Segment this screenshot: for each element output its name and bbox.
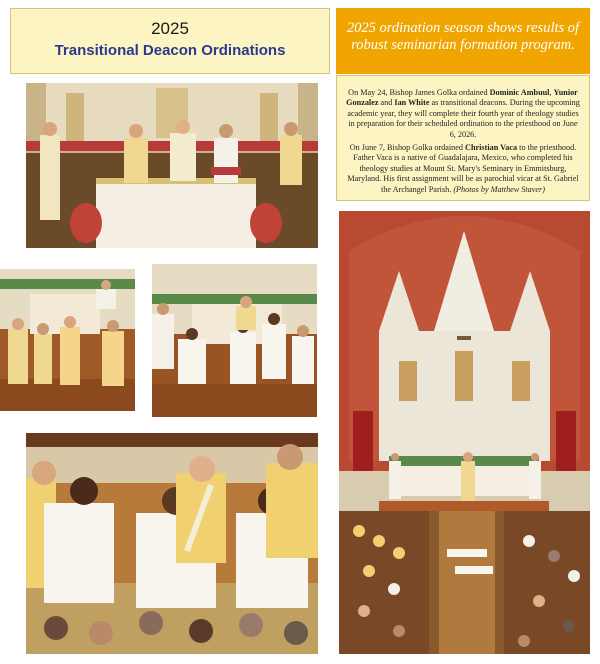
article-paragraph-2 <box>345 143 581 195</box>
p1-intro: On May 24, Bishop James Golka ordained <box>348 88 490 97</box>
name-christian-vaca: Christian Vaca <box>465 143 518 153</box>
header-title: Transitional Deacon Ordinations <box>54 42 286 59</box>
header-title-box <box>10 8 330 74</box>
photo-credit: (Photos by Matthew Staver) <box>453 184 545 194</box>
headline: 2025 ordination season shows results of robust seminarian formation program. <box>346 20 580 53</box>
p2-rest: to the priesthood. Father Vaca is a native of Guadalajara, Mexico, who completed his theology studies at Mount St. Mary's Seminary in Emmitsburg, Maryland. His first assignment will be as parochial vicar at St. Gabriel the Archangel Parish. <box>347 143 579 194</box>
p1-sep2: and <box>378 98 395 108</box>
name-ian-white: Ian White <box>394 98 430 108</box>
p1-sep1: , <box>549 88 554 97</box>
article-paragraph-1 <box>345 88 581 140</box>
photo-altar-art <box>26 83 318 248</box>
photo-cathedral-art <box>339 211 590 654</box>
name-yunior-gonzalez: Yunior Gonzalez <box>346 88 578 108</box>
photo-altar-ordination <box>26 83 318 248</box>
p2-intro: On June 7, Bishop Golka ordained <box>349 143 466 153</box>
p1-rest: as transitional deacons. During the upcoming academic year, they will complete their fourth year of theology studies in preparation for their scheduled ordination to the priesthood on June 6, 2026. <box>347 98 580 139</box>
photo-cathedral-prostration <box>339 211 590 654</box>
photo-vesting-art <box>26 433 318 654</box>
photo-procession-left <box>0 269 135 411</box>
name-dominic-ambuul: Dominic Ambuul <box>489 88 550 97</box>
photo-vesting-deacons <box>26 433 318 654</box>
photo-candidates-altar <box>152 264 317 417</box>
photo-candidates-art <box>152 264 317 417</box>
article-text-box <box>336 75 590 201</box>
header-year: 2025 <box>151 19 189 38</box>
photo-procession-left-art <box>0 269 135 411</box>
headline-box <box>336 8 590 74</box>
